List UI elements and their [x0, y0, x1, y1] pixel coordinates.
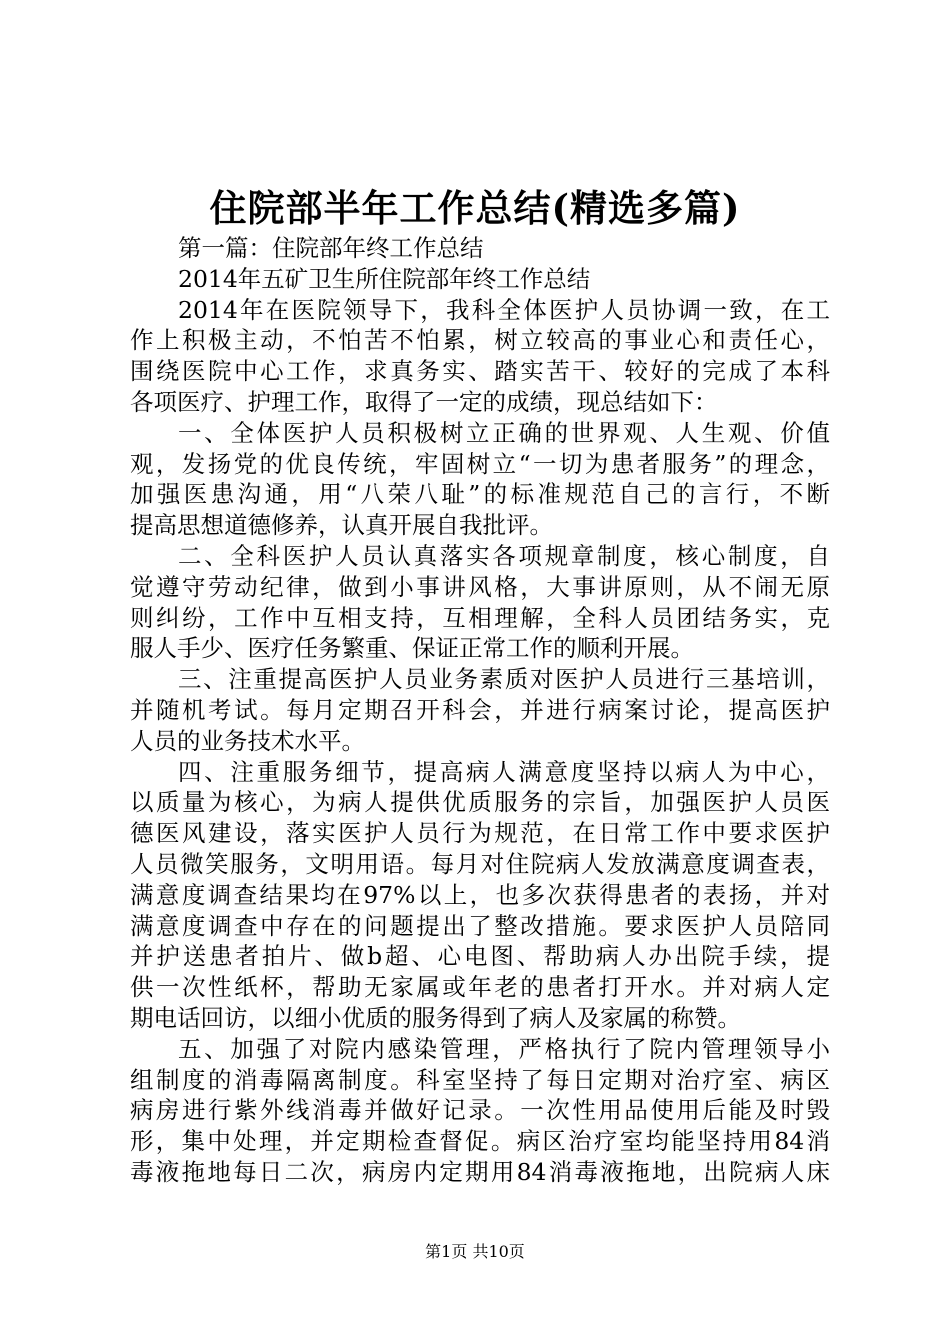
body-line: 加强医患沟通，用“八荣八耻”的标准规范自己的言行，不断	[130, 480, 830, 509]
page-number-label: 第1页 共10页	[425, 1242, 525, 1261]
body-line: 满意度调查中存在的问题提出了整改措施。要求医护人员陪同	[130, 911, 830, 940]
body-line: 二、全科医护人员认真落实各项规章制度，核心制度，自	[178, 541, 830, 570]
body-line: 五、加强了对院内感染管理，严格执行了院内管理领导小	[178, 1034, 830, 1063]
body-line: 2014年在医院领导下，我科全体医护人员协调一致，在工	[178, 295, 830, 324]
body-line: 以质量为核心，为病人提供优质服务的宗旨，加强医护人员医	[130, 788, 830, 817]
body-line: 供一次性纸杯，帮助无家属或年老的患者打开水。并对病人定	[130, 973, 830, 1002]
body-line: 并护送患者拍片、做b超、心电图、帮助病人办出院手续，提	[130, 942, 830, 971]
body-line: 作上积极主动，不怕苦不怕累，树立较高的事业心和责任心，	[130, 326, 830, 355]
body-line: 第一篇：住院部年终工作总结	[178, 234, 484, 262]
body-line: 德医风建设，落实医护人员行为规范，在日常工作中要求医护	[130, 819, 830, 848]
body-line: 观，发扬党的优良传统，牢固树立“一切为患者服务”的理念，	[130, 449, 830, 478]
body-line: 毒液拖地每日二次，病房内定期用84消毒液拖地，出院病人床	[130, 1157, 830, 1186]
body-line: 人员微笑服务，文明用语。每月对住院病人发放满意度调查表，	[130, 849, 830, 878]
body-line: 病房进行紫外线消毒并做好记录。一次性用品使用后能及时毁	[130, 1096, 830, 1125]
body-line: 觉遵守劳动纪律，做到小事讲风格，大事讲原则，从不闹无原	[130, 572, 830, 601]
body-line: 2014年五矿卫生所住院部年终工作总结	[178, 264, 591, 293]
body-line: 一、全体医护人员积极树立正确的世界观、人生观、价值	[178, 418, 830, 447]
body-line: 围绕医院中心工作，求真务实、踏实苦干、较好的完成了本科	[130, 357, 830, 386]
body-line: 服人手少、医疗任务繁重、保证正常工作的顺利开展。	[130, 634, 694, 663]
document-title: 住院部半年工作总结(精选多篇)	[209, 186, 741, 230]
body-line: 人员的业务技术水平。	[130, 726, 365, 755]
body-line: 并随机考试。每月定期召开科会，并进行病案讨论，提高医护	[130, 695, 830, 724]
body-line: 期电话回访，以细小优质的服务得到了病人及家属的称赞。	[130, 1003, 741, 1032]
body-line: 提高思想道德修养，认真开展自我批评。	[130, 511, 553, 540]
body-line: 四、注重服务细节，提高病人满意度坚持以病人为中心，	[178, 757, 830, 786]
document-body	[130, 233, 830, 1188]
body-line: 则纠纷，工作中互相支持，互相理解，全科人员团结务实，克	[130, 603, 830, 632]
body-line: 满意度调查结果均在97%以上，也多次获得患者的表扬，并对	[130, 880, 830, 909]
body-line: 组制度的消毒隔离制度。科室坚持了每日定期对治疗室、病区	[130, 1065, 830, 1094]
page-footer	[0, 1240, 950, 1264]
body-line: 形，集中处理，并定期检查督促。病区治疗室均能坚持用84消	[130, 1127, 830, 1156]
body-line: 各项医疗、护理工作，取得了一定的成绩，现总结如下：	[130, 387, 718, 416]
body-line: 三、注重提高医护人员业务素质对医护人员进行三基培训，	[178, 665, 830, 694]
